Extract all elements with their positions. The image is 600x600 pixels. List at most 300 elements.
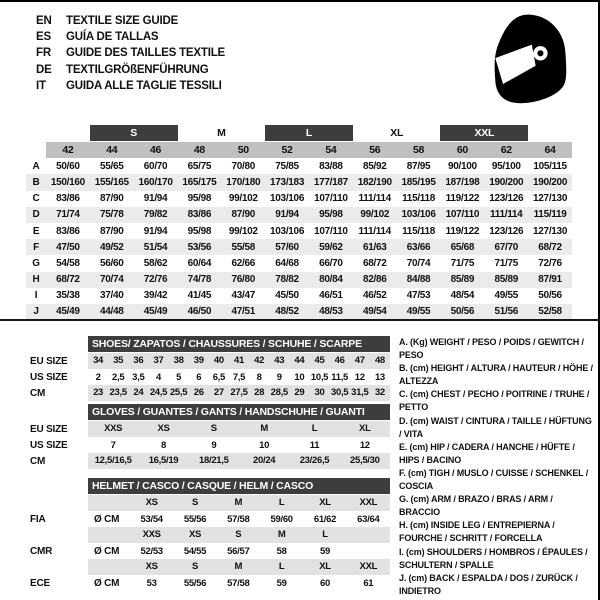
size-value-cell: 95/100 <box>491 160 521 172</box>
size-value-cell: 55/65 <box>99 160 124 172</box>
size-value-cell: 76/80 <box>231 274 255 286</box>
legend-item: F. (cm) TIGH / MUSLO / CUISSE / SCHENKEL / COSCIA <box>399 467 589 492</box>
measure-row-label: I <box>34 290 38 302</box>
size-value-cell: 49/55 <box>494 290 518 302</box>
value-cell: 30,5 <box>330 385 350 401</box>
shoes_table-title: SHOES/ ZAPATOS / CHAUSSURES / SCHUHE / SCARPE <box>88 336 390 352</box>
size-value-cell: 127/130 <box>533 225 568 237</box>
size-value-cell: 105/115 <box>533 160 567 172</box>
value-cell: 4 <box>155 371 161 383</box>
value-cell: 16,5/19 <box>138 453 188 469</box>
size-value-cell: 173/183 <box>270 176 305 188</box>
legend-item: J. (cm) BACK / ESPALDA / DOS / ZURÜCK / INDIETRO <box>399 572 578 596</box>
size-value-cell: 87/90 <box>231 209 255 221</box>
value-cell: 55/56 <box>183 577 207 589</box>
size-group-label: XXL <box>440 125 528 141</box>
size-value-cell: 50/56 <box>450 306 475 318</box>
language-code: EN <box>36 15 52 27</box>
size-value-cell: 115/118 <box>402 193 436 205</box>
size-value-cell: 37/40 <box>99 290 124 302</box>
size-value-cell: 68/72 <box>56 274 80 286</box>
size-value-cell: 45/50 <box>275 290 299 302</box>
helmet-row <box>28 559 390 575</box>
size-table-row <box>26 158 572 174</box>
size-value-cell: 72/76 <box>143 274 168 286</box>
size-value-cell: 35/38 <box>56 290 80 302</box>
value-cell <box>347 527 390 543</box>
size-value-cell: 60/64 <box>187 257 212 269</box>
value-cell: 54/55 <box>183 545 207 557</box>
size-value-cell: 95/98 <box>187 193 212 205</box>
size-value-cell: 66/70 <box>319 257 343 269</box>
size-number: 62 <box>484 142 528 158</box>
size-value-cell: 65/68 <box>450 241 475 253</box>
size-table-row <box>26 223 572 239</box>
value-cell: 46 <box>330 353 350 369</box>
size-value-cell: 107/110 <box>314 193 348 205</box>
value-cell: 27 <box>209 385 229 401</box>
shoes_table-title-row <box>28 336 390 352</box>
size-table-row <box>26 304 572 320</box>
size-value-cell: 160/170 <box>138 176 173 188</box>
size-value-cell: 187/198 <box>445 176 480 188</box>
size-value-cell: 54/58 <box>56 257 80 269</box>
value-cell: M <box>217 559 260 575</box>
measure-row-label: J <box>33 306 39 318</box>
size-value-cell: 127/130 <box>533 193 568 205</box>
diameter-unit <box>88 495 130 511</box>
size-value-cell: 46/52 <box>362 290 387 302</box>
size-value-cell: 71/75 <box>494 257 518 269</box>
value-cell: 61 <box>363 577 374 589</box>
size-value-cell: 95/98 <box>187 225 212 237</box>
value-cell: 26 <box>189 385 209 401</box>
size-value-cell: 190/200 <box>533 176 568 188</box>
helmet-title: HELMET / CASCO / CASQUE / HELM / CASCO <box>88 478 390 494</box>
value-cell: S <box>173 495 216 511</box>
value-cell: 11,5 <box>331 371 349 383</box>
size-number: 58 <box>397 142 441 158</box>
value-cell: 43 <box>269 353 289 369</box>
value-cell: 7,5 <box>232 371 246 383</box>
value-cell: 56/57 <box>227 545 250 557</box>
legend-item: H. (cm) INSIDE LEG / ENTREPIERNA / FOURCHE / SCHRITT / FORCELLA <box>399 520 555 544</box>
measure-row-label: C <box>32 193 40 205</box>
value-cell: 59 <box>320 545 330 557</box>
row-label: EU SIZE <box>30 423 68 435</box>
value-cell: 27,5 <box>229 385 249 401</box>
size-value-cell: 170/180 <box>226 176 261 188</box>
size-value-cell: 68/72 <box>362 257 387 269</box>
language-code: IT <box>36 79 46 92</box>
size-table-row <box>26 272 572 288</box>
size-value-cell: 107/110 <box>314 225 348 237</box>
size-value-cell: 111/114 <box>358 225 391 237</box>
size-group-label: M <box>217 126 226 139</box>
value-cell: 44 <box>289 353 309 369</box>
guide-title-row <box>36 62 225 78</box>
size-value-cell: 44/48 <box>99 306 124 318</box>
value-cell: 38 <box>169 353 189 369</box>
value-cell: XS <box>130 559 173 575</box>
size-number: 50 <box>221 142 265 158</box>
size-table-row <box>26 288 572 304</box>
value-cell: 48 <box>370 353 390 369</box>
size-value-cell: 111/114 <box>358 193 391 205</box>
size-value-cell: 49/55 <box>406 306 431 318</box>
size-value-cell: 111/114 <box>490 209 523 221</box>
value-cell: XS <box>130 495 173 511</box>
helmet-row <box>28 495 390 511</box>
value-cell: 58 <box>276 545 287 557</box>
shoes_table-row <box>28 353 390 369</box>
value-cell: 12 <box>354 371 365 383</box>
value-cell: 12 <box>359 439 370 451</box>
value-cell: 39 <box>189 353 209 369</box>
size-value-cell: 119/122 <box>445 193 480 205</box>
value-cell: 23 <box>88 385 108 401</box>
legend-item: A. (Kg) WEIGHT / PESO / POIDS / GEWITCH / PESO <box>399 337 584 361</box>
size-value-cell: 103/106 <box>270 225 305 237</box>
guide-title-row <box>36 29 225 45</box>
value-cell: XS <box>138 421 188 437</box>
size-number: 52 <box>265 142 309 158</box>
size-value-cell: 41/45 <box>187 290 212 302</box>
value-cell: L <box>260 559 303 575</box>
value-cell: 37 <box>148 353 168 369</box>
value-cell: XXL <box>347 495 390 511</box>
gloves_table-row <box>28 437 390 453</box>
main-size-table <box>26 124 572 320</box>
size-value-cell: 155/165 <box>94 176 129 188</box>
size-value-cell: 70/74 <box>99 274 124 286</box>
size-value-cell: 43/47 <box>231 290 255 302</box>
size-value-cell: 46/50 <box>187 306 212 318</box>
size-value-cell: 51/54 <box>143 241 168 253</box>
value-cell: 10,5 <box>310 371 329 383</box>
size-value-cell: 87/90 <box>99 225 124 237</box>
value-cell: 45 <box>309 353 329 369</box>
size-value-cell: 150/160 <box>50 176 85 188</box>
value-cell: 12,5/16,5 <box>88 453 138 469</box>
value-cell: 28,5 <box>269 385 289 401</box>
size-value-cell: 48/53 <box>319 306 343 318</box>
value-cell: 7 <box>110 439 116 451</box>
value-cell: S <box>173 559 216 575</box>
helmet-icon <box>483 12 571 108</box>
gloves_table-title-row <box>28 404 390 420</box>
size-value-cell: 182/190 <box>357 176 392 188</box>
size-value-cell: 99/102 <box>228 193 258 205</box>
value-cell: 31,5 <box>350 385 370 401</box>
size-value-cell: 74/78 <box>187 274 212 286</box>
value-cell: 6 <box>196 371 202 383</box>
size-value-cell: 48/54 <box>450 290 475 302</box>
size-value-cell: 83/86 <box>56 225 80 237</box>
size-value-cell: 60/70 <box>143 160 168 172</box>
value-cell: 61/62 <box>313 513 337 525</box>
size-value-cell: 83/88 <box>319 160 343 172</box>
helmet-table <box>28 478 390 591</box>
measure-row-label: H <box>32 274 40 286</box>
diameter-unit: Ø CM <box>94 513 120 525</box>
size-value-cell: 67/70 <box>494 241 518 253</box>
size-value-cell: 99/102 <box>360 209 390 221</box>
helmet-row <box>28 511 390 527</box>
measure-row-label: B <box>32 176 40 188</box>
size-value-cell: 80/84 <box>319 274 343 286</box>
size-value-cell: 46/51 <box>319 290 343 302</box>
value-cell: XXL <box>347 559 390 575</box>
legend-item: I. (cm) SHOULDERS / HOMBROS / ÉPAULES / SCHULTERN / SPALLE <box>399 546 588 570</box>
legend-item: B. (cm) HEIGHT / ALTURA / HAUTEUR / HÖHE / ALTEZZA <box>399 363 593 387</box>
size-table-row <box>26 255 572 271</box>
value-cell: 42 <box>249 353 269 369</box>
size-value-cell: 58/62 <box>143 257 168 269</box>
size-value-cell: 47/51 <box>231 306 255 318</box>
size-value-cell: 64/68 <box>275 257 299 269</box>
size-value-cell: 50/60 <box>56 160 80 172</box>
guide-title-text: TEXTILE SIZE GUIDE <box>66 15 179 27</box>
size-value-cell: 185/195 <box>401 176 436 188</box>
value-cell: 2 <box>95 371 101 383</box>
shoes_table-row <box>28 369 390 385</box>
size-value-cell: 87/90 <box>99 193 124 205</box>
value-cell: 18/21,5 <box>189 453 239 469</box>
size-value-cell: 123/126 <box>489 193 524 205</box>
value-cell: 63/64 <box>357 513 380 525</box>
size-value-cell: 56/60 <box>99 257 124 269</box>
guide-title-row <box>36 78 225 94</box>
standard-label: CMR <box>30 545 53 557</box>
legend-item: E. (cm) HIP / CADERA / HANCHE / HÜFTE / HIPS / BACINO <box>399 441 575 465</box>
value-cell: 41 <box>229 353 249 369</box>
value-cell: 25,5 <box>169 385 189 401</box>
diameter-unit <box>88 527 130 543</box>
size-value-cell: 71/75 <box>450 257 475 269</box>
size-value-cell: 70/80 <box>231 160 255 172</box>
value-cell: 59/60 <box>270 513 293 525</box>
standard-label: ECE <box>30 577 50 589</box>
value-cell: 10 <box>294 371 305 383</box>
value-cell: 60 <box>320 577 330 589</box>
size-group-label: S <box>90 125 178 141</box>
size-value-cell: 45/49 <box>143 306 168 318</box>
value-cell: 10 <box>259 439 270 451</box>
size-value-cell: 85/89 <box>494 274 518 286</box>
helmet-row <box>28 575 390 591</box>
value-cell: 28 <box>249 385 269 401</box>
size-value-cell: 119/122 <box>445 225 480 237</box>
size-value-cell: 62/66 <box>231 257 255 269</box>
value-cell: 3,5 <box>132 371 145 383</box>
value-cell: M <box>217 495 260 511</box>
size-value-cell: 123/126 <box>489 225 524 237</box>
measure-row-label: A <box>32 160 40 172</box>
size-number: 60 <box>440 142 484 158</box>
size-value-cell: 51/56 <box>494 306 518 318</box>
legend-item: D. (cm) WAIST / CINTURA / TAILLE / HÜFTUNG / VITA <box>399 415 592 439</box>
value-cell: XL <box>303 559 346 575</box>
size-value-cell: 39/42 <box>143 290 168 302</box>
size-value-cell: 85/92 <box>362 160 387 172</box>
size-value-cell: 190/200 <box>489 176 524 188</box>
value-cell: XXS <box>130 527 173 543</box>
shoes-table <box>28 336 390 401</box>
size-value-cell: 78/82 <box>275 274 299 286</box>
value-cell: 11 <box>309 439 320 451</box>
section-divider <box>0 319 600 321</box>
value-cell: S <box>189 421 239 437</box>
guide-title-text: GUÍA DE TALLAS <box>66 31 159 44</box>
size-value-cell: 55/58 <box>231 241 255 253</box>
size-value-cell: 61/63 <box>362 241 387 253</box>
guide-title-text: GUIDA ALLE TAGLIE TESSILI <box>66 79 222 92</box>
value-cell: 32 <box>370 385 390 401</box>
size-value-cell: 75/85 <box>275 160 299 172</box>
value-cell: XXS <box>88 421 138 437</box>
value-cell: 5 <box>176 371 182 383</box>
helmet-row <box>28 527 390 543</box>
size-number: 48 <box>177 142 221 158</box>
size-number: 56 <box>353 142 397 158</box>
diameter-unit <box>88 559 130 575</box>
value-cell: 23/26,5 <box>289 453 339 469</box>
size-table-row <box>26 174 572 190</box>
size-value-cell: 91/94 <box>143 225 168 237</box>
size-value-cell: 91/94 <box>143 193 168 205</box>
size-value-cell: 87/95 <box>406 160 431 172</box>
top-border-rule <box>0 0 600 2</box>
value-cell: L <box>303 527 346 543</box>
size-value-cell: 84/88 <box>406 274 431 286</box>
size-value-cell: 91/94 <box>275 209 299 221</box>
value-cell: 52/53 <box>140 545 163 557</box>
value-cell: 47 <box>350 353 370 369</box>
size-table-row <box>26 207 572 223</box>
value-cell: L <box>260 495 303 511</box>
value-cell: 29 <box>289 385 309 401</box>
size-number: 64 <box>528 142 572 158</box>
row-label: CM <box>30 387 46 399</box>
size-value-cell: 47/50 <box>56 241 80 253</box>
size-value-cell: 72/76 <box>538 257 562 269</box>
size-value-cell: 103/106 <box>270 193 305 205</box>
value-cell: 53 <box>146 577 157 589</box>
legend-item: G. (cm) ARM / BRAZO / BRAS / ARM / BRACCIO <box>399 494 553 518</box>
value-cell: 40 <box>209 353 229 369</box>
value-cell: 9 <box>211 439 217 451</box>
guide-title-text: TEXTILGRÖßENFÜHRUNG <box>66 63 209 76</box>
guide-title-row <box>36 13 225 29</box>
value-cell: S <box>217 527 260 543</box>
size-value-cell: 90/100 <box>448 160 477 172</box>
measure-row-label: G <box>32 257 40 269</box>
value-cell: 24,5 <box>148 385 168 401</box>
value-cell: 59 <box>276 577 287 589</box>
helmet-row <box>28 543 390 559</box>
size-value-cell: 177/187 <box>313 176 348 188</box>
language-code: FR <box>36 47 51 60</box>
size-value-cell: 49/52 <box>99 241 124 253</box>
size-value-cell: 115/118 <box>402 225 436 237</box>
value-cell: M <box>239 421 289 437</box>
size-value-cell: 45/49 <box>56 306 80 318</box>
diameter-unit: Ø CM <box>94 577 120 589</box>
size-value-cell: 59/62 <box>319 241 343 253</box>
row-label: US SIZE <box>30 371 68 383</box>
language-code: ES <box>36 31 51 44</box>
size-value-cell: 95/98 <box>319 209 343 221</box>
value-cell: 23,5 <box>108 385 128 401</box>
diameter-unit: Ø CM <box>94 545 120 557</box>
size-value-cell: 107/110 <box>445 209 480 221</box>
size-value-cell: 63/66 <box>406 241 431 253</box>
value-cell: 57/58 <box>227 577 250 589</box>
value-cell: 36 <box>128 353 148 369</box>
size-number: 54 <box>309 142 353 158</box>
value-cell: 25,5/30 <box>340 453 390 469</box>
value-cell: 34 <box>88 353 108 369</box>
size-value-cell: 83/86 <box>187 209 212 221</box>
size-value-cell: 47/53 <box>406 290 431 302</box>
size-value-cell: 50/56 <box>538 290 562 302</box>
guide-titles <box>36 13 225 94</box>
measure-row-label: F <box>33 241 39 253</box>
size-value-cell: 79/82 <box>143 209 168 221</box>
measure-row-label: D <box>32 209 40 221</box>
value-cell: 57/58 <box>227 513 250 525</box>
measure-row-label: E <box>32 225 40 237</box>
size-value-cell: 85/89 <box>450 274 475 286</box>
legend-item: C. (cm) CHEST / PECHO / POITRINE / TRUHE / PETTO <box>399 389 590 413</box>
value-cell: 53/54 <box>140 513 163 525</box>
value-cell: 8 <box>161 439 166 451</box>
guide-title-row <box>36 45 225 61</box>
size-value-cell: 82/86 <box>362 274 387 286</box>
value-cell: XL <box>303 495 346 511</box>
value-cell: XL <box>340 421 390 437</box>
size-value-cell: 75/78 <box>99 209 124 221</box>
size-group-row <box>26 124 572 141</box>
row-label: US SIZE <box>30 439 68 451</box>
size-value-cell: 52/58 <box>538 306 562 318</box>
size-table-row <box>26 191 572 207</box>
size-table-row <box>26 239 572 255</box>
size-value-cell: 70/74 <box>406 257 431 269</box>
value-cell: 9 <box>276 371 282 383</box>
gloves_table-row <box>28 453 390 469</box>
row-label: CM <box>30 455 46 467</box>
value-cell: 6,5 <box>212 371 226 383</box>
size-value-cell: 68/72 <box>538 241 562 253</box>
size-value-cell: 71/74 <box>56 209 80 221</box>
size-value-cell: 99/102 <box>228 225 258 237</box>
size-number: 42 <box>46 142 90 158</box>
value-cell: 8 <box>256 371 262 383</box>
size-value-cell: 49/54 <box>362 306 387 318</box>
value-cell: 13 <box>374 371 385 383</box>
value-cell: 2,5 <box>112 371 125 383</box>
shoes_table-row <box>28 385 390 401</box>
size-value-cell: 103/106 <box>401 209 436 221</box>
size-value-cell: 165/175 <box>182 176 217 188</box>
value-cell: M <box>260 527 303 543</box>
guide-title-text: GUIDE DES TAILLES TEXTILE <box>66 47 225 60</box>
language-code: DE <box>36 63 52 76</box>
value-cell: 24 <box>128 385 148 401</box>
value-cell: L <box>289 421 339 437</box>
